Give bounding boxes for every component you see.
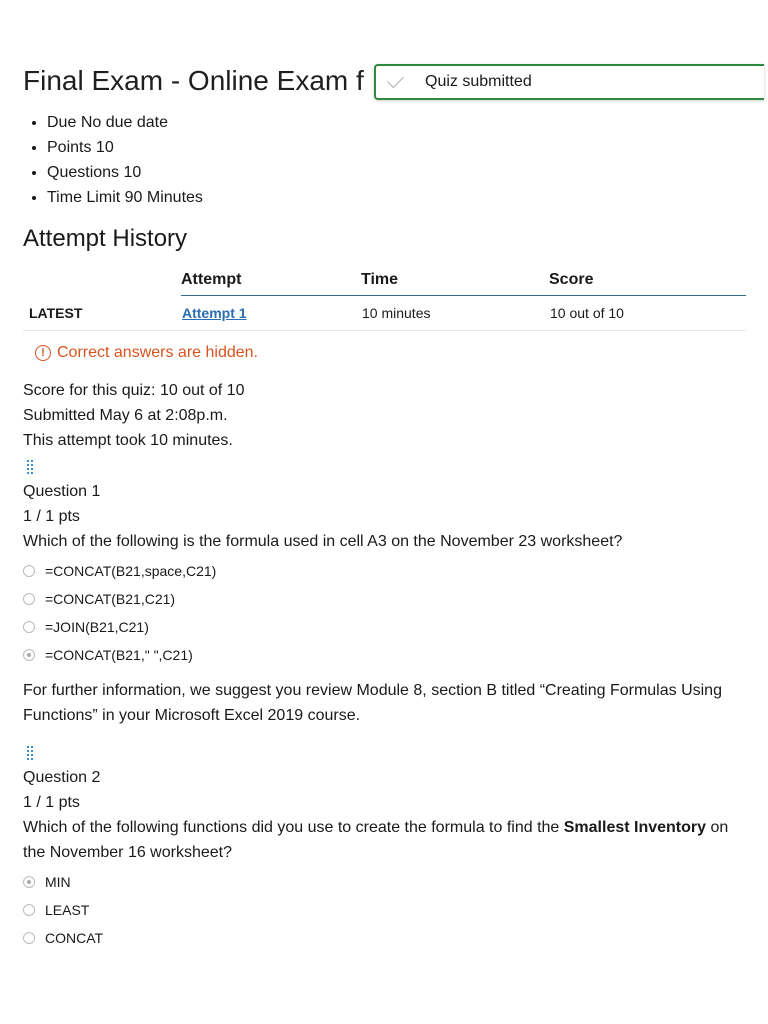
option-label: =CONCAT(B21,C21) [45, 591, 176, 607]
time-cell: 10 minutes [361, 296, 549, 331]
due-label: Due [47, 114, 77, 131]
drag-handle-icon[interactable] [25, 459, 35, 475]
score-cell: 10 out of 10 [549, 296, 746, 331]
option-label: MIN [45, 874, 71, 890]
quiz-submitted-toast [374, 64, 764, 100]
option-label: =CONCAT(B21," ",C21) [45, 647, 193, 663]
option-label: CONCAT [45, 930, 104, 946]
questions-item [47, 160, 203, 185]
header-blank [23, 265, 181, 296]
questions-value: 10 [123, 164, 142, 181]
points-value: 10 [95, 139, 114, 156]
question-2-points: 1 / 1 pts [23, 794, 80, 811]
radio-icon[interactable] [23, 565, 35, 577]
answers-hidden-notice [35, 344, 258, 362]
radio-icon[interactable] [23, 593, 35, 605]
q1-option-4[interactable] [23, 641, 193, 669]
time-limit-item [47, 185, 203, 210]
q2-text-bold: Smallest Inventory [563, 819, 707, 836]
quiz-details-list [29, 110, 203, 210]
attempt-history-heading: Attempt History [23, 225, 188, 252]
radio-icon[interactable] [23, 621, 35, 633]
attempt-cell [181, 296, 361, 331]
radio-selected-icon[interactable] [23, 876, 35, 888]
q2-option-3[interactable] [23, 924, 103, 952]
header-time: Time [361, 265, 549, 296]
checkmark-icon [387, 71, 404, 88]
option-label: =JOIN(B21,C21) [45, 619, 149, 635]
due-value: No due date [80, 114, 168, 131]
radio-selected-icon[interactable] [23, 649, 35, 661]
questions-label: Questions [47, 164, 120, 181]
time-limit-label: Time Limit [47, 189, 121, 206]
quiz-score: Score for this quiz: 10 out of 10 [23, 382, 245, 399]
warning-icon: ! [35, 345, 51, 361]
question-1-title: Question 1 [23, 483, 101, 500]
attempt-history-table [23, 265, 746, 331]
attempt-duration: This attempt took 10 minutes. [23, 432, 233, 449]
option-label: LEAST [45, 902, 90, 918]
q1-option-3[interactable] [23, 613, 149, 641]
question-1-feedback: For further information, we suggest you review Module 8, section B titled “Creating Formulas Using Functions” in your Microsoft Excel 2019 course. [23, 682, 722, 724]
radio-icon[interactable] [23, 904, 35, 916]
q2-option-1[interactable] [23, 868, 71, 896]
header-attempt: Attempt [181, 265, 361, 296]
q1-option-2[interactable] [23, 585, 175, 613]
page-title: Final Exam - Online Exam f [23, 65, 364, 96]
points-item [47, 135, 203, 160]
question-1-points: 1 / 1 pts [23, 508, 80, 525]
due-item [47, 110, 203, 135]
attempt-1-link[interactable]: Attempt 1 [182, 305, 247, 321]
points-label: Points [47, 139, 92, 156]
option-label: =CONCAT(B21,space,C21) [45, 563, 217, 579]
q1-option-1[interactable] [23, 557, 216, 585]
question-2-title: Question 2 [23, 769, 101, 786]
table-header-row [23, 265, 746, 296]
notice-text: Correct answers are hidden. [57, 344, 258, 361]
radio-icon[interactable] [23, 932, 35, 944]
q2-text-post: on the November 16 worksheet? [23, 819, 729, 861]
question-1-text: Which of the following is the formula used in cell A3 on the November 23 worksheet? [23, 533, 623, 550]
question-2-text [23, 815, 743, 865]
time-limit-value: 90 Minutes [124, 189, 203, 206]
drag-handle-icon[interactable] [25, 745, 35, 761]
header-score: Score [549, 265, 746, 296]
q2-option-2[interactable] [23, 896, 89, 924]
latest-tag: LATEST [23, 296, 181, 331]
toast-message: Quiz submitted [425, 73, 532, 90]
submitted-time: Submitted May 6 at 2:08p.m. [23, 407, 228, 424]
table-row [23, 296, 746, 331]
q2-text-pre: Which of the following functions did you use to create the formula to find the [23, 819, 564, 836]
